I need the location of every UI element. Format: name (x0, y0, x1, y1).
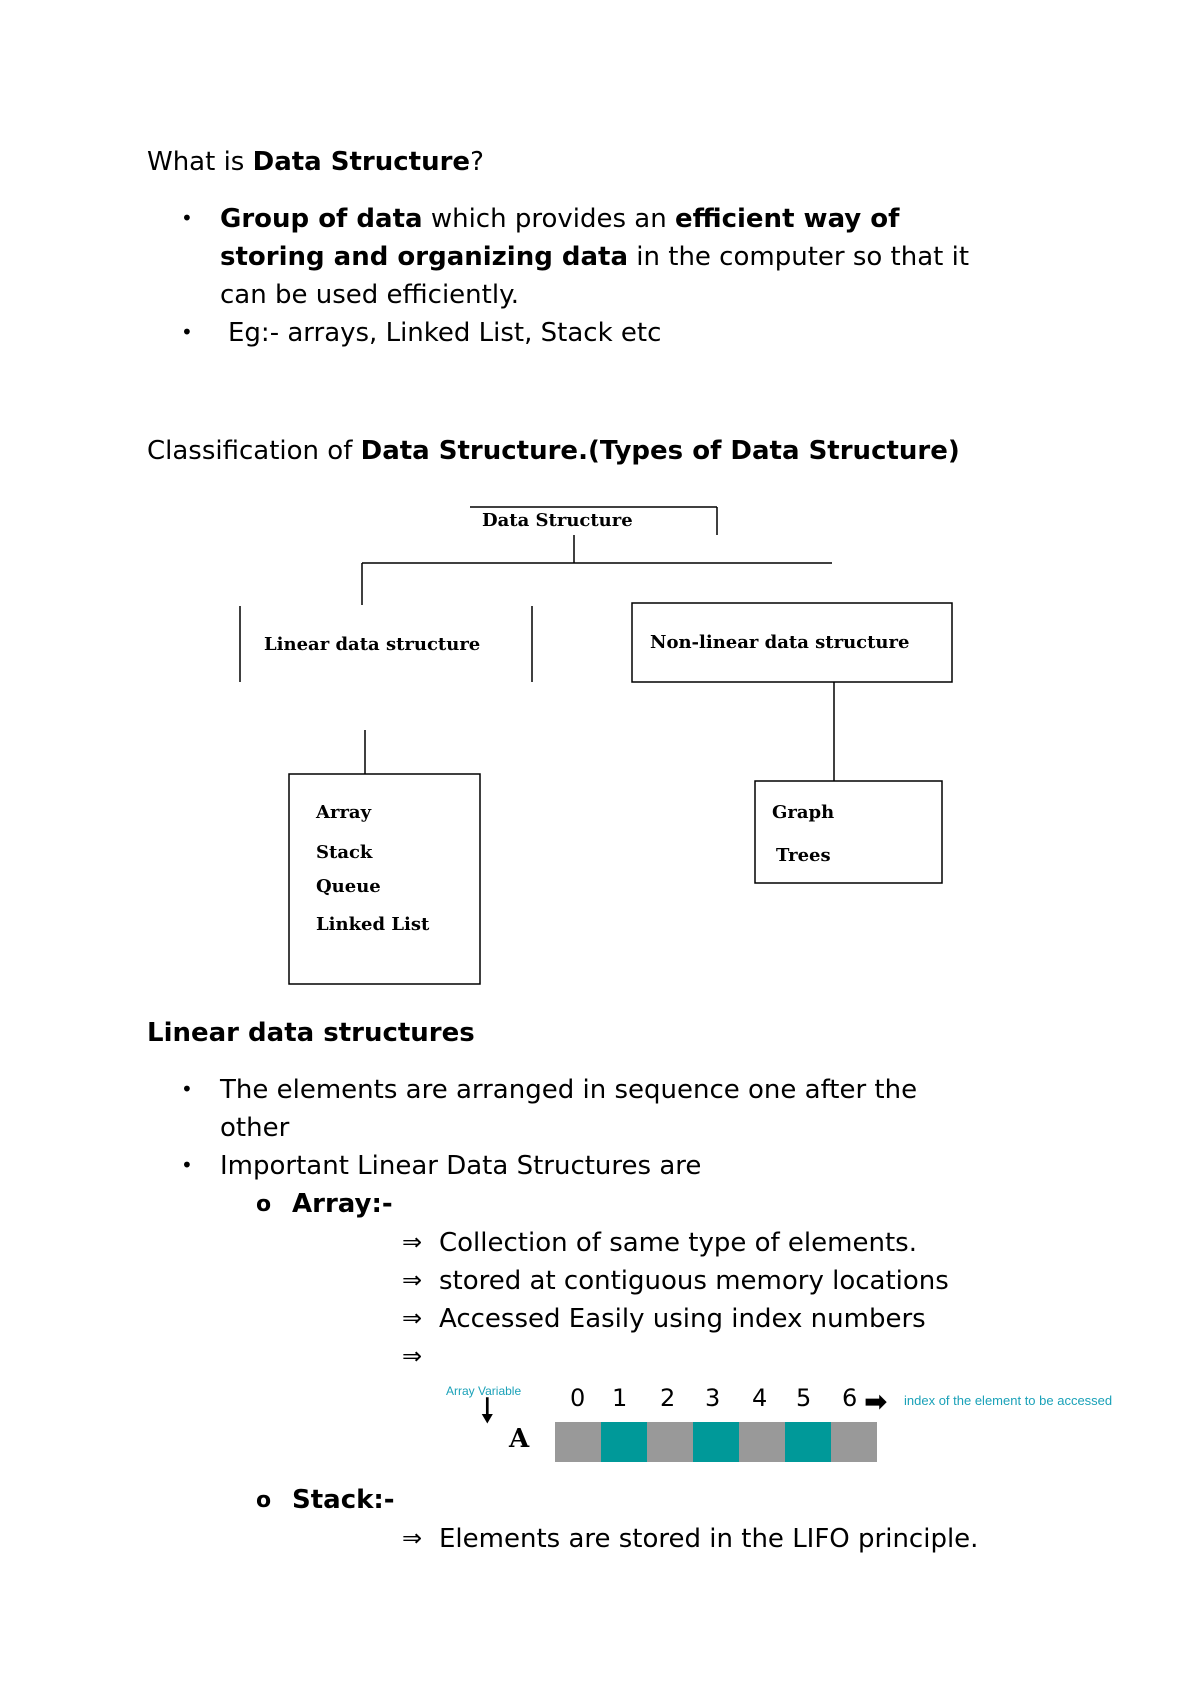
array-point: Accessed Easily using index numbers (439, 1304, 926, 1334)
sub-bullet: o (256, 1488, 272, 1513)
linear-bullet-2: Important Linear Data Structures are (220, 1151, 702, 1181)
diagram-linear-label: Linear data structure (264, 634, 481, 655)
diagram-nonlinear-item: Trees (776, 845, 831, 866)
array-index-label: 2 (660, 1384, 676, 1412)
array-cell (555, 1422, 601, 1462)
array-variable-label: Array Variable (446, 1384, 522, 1398)
implies-arrow: ⇒ (402, 1304, 423, 1332)
array-index-label: 6 (842, 1384, 858, 1412)
right-arrow-icon: ➡ (864, 1385, 888, 1418)
implies-arrow: ⇒ (402, 1524, 423, 1552)
array-cell (785, 1422, 831, 1462)
implies-arrow: ⇒ (402, 1228, 423, 1256)
array-index-label: 5 (796, 1384, 812, 1412)
array-cell (647, 1422, 693, 1462)
linear-bullet-1-line-1: The elements are arranged in sequence one after the (220, 1075, 918, 1105)
diagram-linear-item: Linked List (316, 914, 430, 935)
bullet-dot: • (181, 1153, 193, 1177)
stack-label: Stack:- (292, 1485, 395, 1515)
implies-arrow: ⇒ (402, 1342, 423, 1370)
definition-line-2: storing and organizing data in the computer so that it (220, 242, 970, 272)
diagram-linear-item: Queue (316, 876, 381, 897)
linear-bullet-1-line-2: other (220, 1113, 290, 1143)
bullet-dot: • (181, 206, 193, 230)
bullet-dot: • (181, 320, 193, 344)
diagram-linear-item: Stack (316, 842, 373, 863)
heading-classification: Classification of Data Structure.(Types of Data Structure) (147, 436, 960, 466)
definition-line-3: can be used efficiently. (220, 280, 520, 310)
bullet-dot: • (181, 1077, 193, 1101)
heading-linear-data-structures: Linear data structures (147, 1018, 475, 1048)
array-cell (831, 1422, 877, 1462)
array-cell (693, 1422, 739, 1462)
index-caption: index of the element to be accessed (904, 1393, 1113, 1408)
down-arrow-icon: 🠗 (480, 1391, 495, 1431)
array-index-label: 4 (752, 1384, 768, 1412)
array-index-label: 0 (570, 1384, 586, 1412)
stack-point: Elements are stored in the LIFO principle. (439, 1524, 979, 1554)
implies-arrow: ⇒ (402, 1266, 423, 1294)
diagram-nonlinear-item: Graph (772, 802, 835, 823)
sub-bullet: o (256, 1192, 272, 1217)
array-point: stored at contiguous memory locations (439, 1266, 949, 1296)
examples-line: Eg:- arrays, Linked List, Stack etc (228, 318, 662, 348)
diagram-linear-item: Array (316, 802, 372, 823)
definition-line-1: Group of data which provides an efficient way of (220, 204, 900, 234)
array-cell (601, 1422, 647, 1462)
array-cell (739, 1422, 785, 1462)
array-variable-name: A (509, 1424, 530, 1454)
array-label: Array:- (292, 1189, 393, 1219)
diagram-root-label: Data Structure (482, 510, 633, 531)
array-index-label: 3 (705, 1384, 721, 1412)
array-index-label: 1 (612, 1384, 628, 1412)
diagram-nonlinear-label: Non-linear data structure (650, 632, 910, 653)
heading-what-is: What is Data Structure? (147, 147, 484, 177)
array-point: Collection of same type of elements. (439, 1228, 917, 1258)
